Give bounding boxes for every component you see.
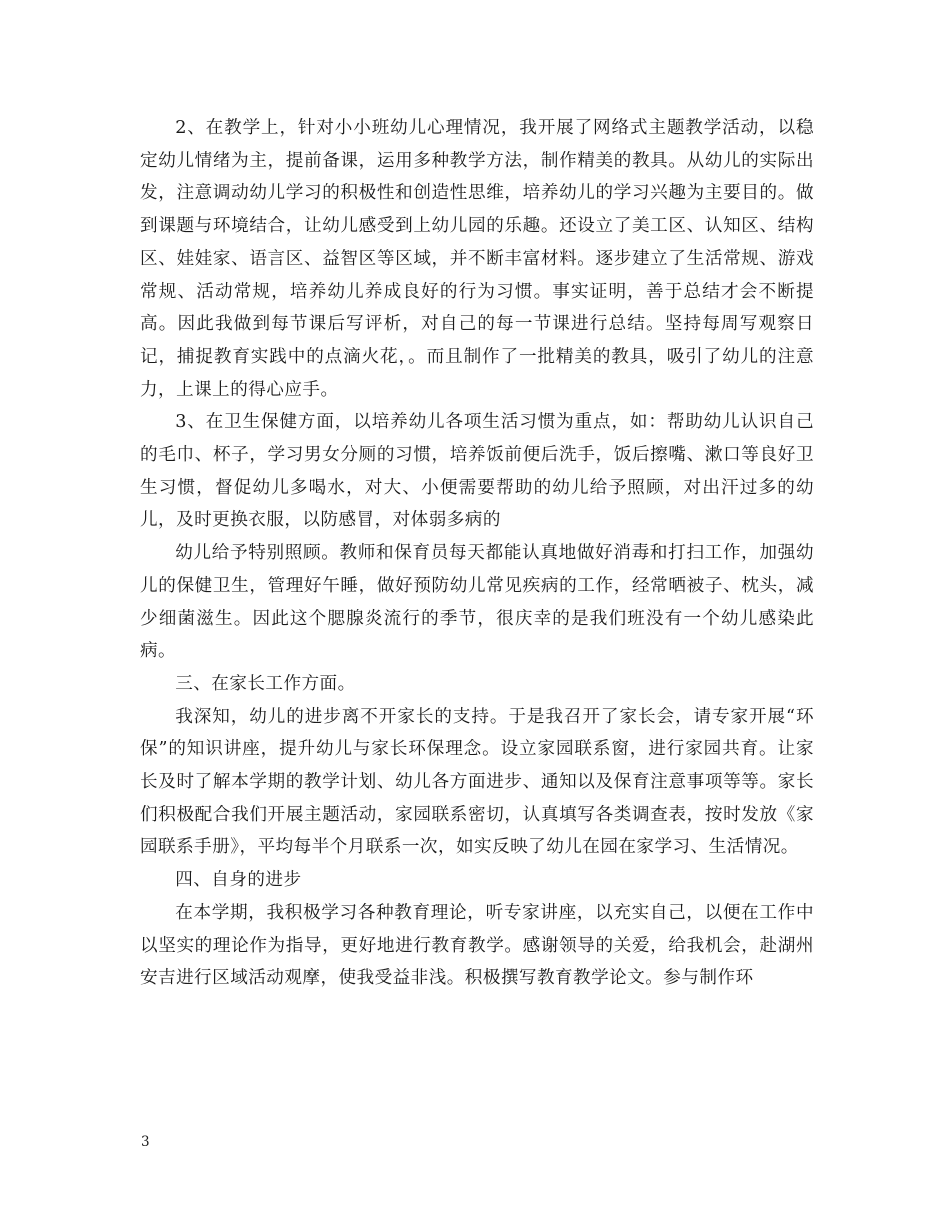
section-heading-self-progress: 四、自身的进步 [175, 870, 302, 891]
paragraph-hygiene-part-2: 幼儿给予特别照顾。教师和保育员每天都能认真地做好消毒和打扫工作，加强幼儿的保健卫生，管理好午睡，做好预防幼儿常见疾病的工作，经常晒被子、枕头，减少细菌滋生。因此这个腮腺炎流行的季节，很庆幸的是我们班没有一个幼儿感染此病。 [140, 543, 814, 662]
document-body [140, 112, 814, 995]
paragraph-teaching: 2、在教学上，针对小小班幼儿心理情况，我开展了网络式主题教学活动，以稳定幼儿情绪为主，提前备课，运用多种教学方法，制作精美的教具。从幼儿的实际出发，注意调动幼儿学习的积极性和创造性思维，培养幼儿的学习兴趣为主要目的。做到课题与环境结合，让幼儿感受到上幼儿园的乐趣。还设立了美工区、认知区、结构区、娃娃家、语言区、益智区等区域，并不断丰富材料。逐步建立了生活常规、游戏常规、活动常规，培养幼儿养成良好的行为习惯。事实证明，善于总结才会不断提高。因此我做到每节课后写评析，对自己的每一节课进行总结。坚持每周写观察日记，捕捉教育实践中的点滴火花，。而且制作了一批精美的教具，吸引了幼儿的注意力，上课上的得心应手。 [140, 118, 814, 400]
paragraph-self-progress: 在本学期，我积极学习各种教育理论，听专家讲座，以充实自己，以便在工作中以坚实的理论作为指导，更好地进行教育教学。感谢领导的关爱，给我机会，赴湖州安吉进行区域活动观摩，使我受益非浅。积极撰写教育教学论文。参与制作环 [140, 902, 814, 989]
paragraph-parent-work: 我深知，幼儿的进步离不开家长的支持。于是我召开了家长会，请专家开展“环保”的知识讲座，提升幼儿与家长环保理念。设立家园联系窗，进行家园共育。让家长及时了解本学期的教学计划、幼儿各方面进步、通知以及保育注意事项等等。家长们积极配合我们开展主题活动，家园联系密切，认真填写各类调查表，按时发放《家园联系手册》，平均每半个月联系一次，如实反映了幼儿在园在家学习、生活情况。 [140, 706, 814, 858]
page-number: 3 [141, 1134, 150, 1150]
paragraph-hygiene-part-1: 3、在卫生保健方面，以培养幼儿各项生活习惯为重点，如：帮助幼儿认识自己的毛巾、杯子，学习男女分厕的习惯，培养饭前便后洗手，饭后擦嘴、漱口等良好卫生习惯，督促幼儿多喝水，对大、小便需要帮助的幼儿给予照顾，对出汗过多的幼儿，及时更换衣服，以防感冒，对体弱多病的 [140, 412, 814, 531]
section-heading-parent-work: 三、在家长工作方面。 [175, 673, 356, 694]
